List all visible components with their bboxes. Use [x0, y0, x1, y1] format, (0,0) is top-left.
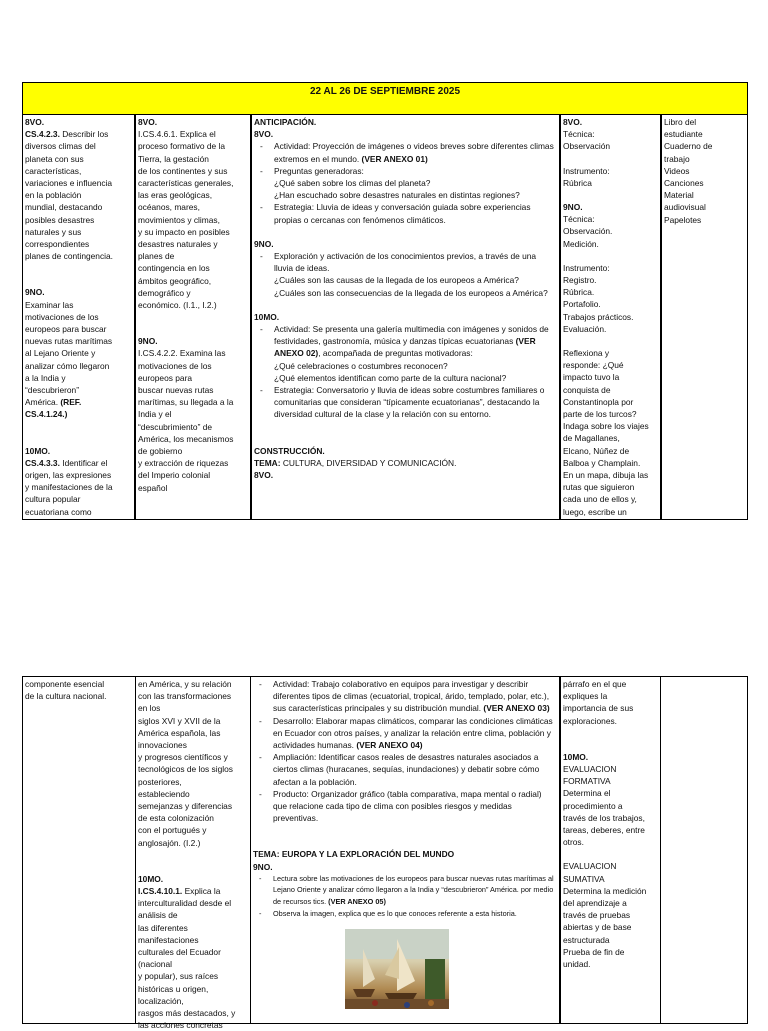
planning-table-page-1 [22, 82, 748, 520]
eval-8-instrument: Instrumento: Rúbrica [563, 165, 610, 188]
skill-10-text: CS.4.3.3. Identificar el origen, las expresiones y manifestaciones de la cultura popular ecuatoriana como [25, 457, 113, 517]
eval-summative: EVALUACION SUMATIVA Determina la medición del aprendizaje a través de pruebas abiertas y de base estructurada Prueba de fin de unidad. [563, 861, 647, 970]
figure [372, 1000, 378, 1006]
indicator-10-text: I.CS.4.10.1. Explica la interculturalidad desde el análisis de las diferentes manifestaciones culturales del Ecuador (nacional y popular), sus raíces históricas u origen, localización, rasgos más destacados, y las acciones concretas [138, 886, 236, 1031]
activity-item: - Actividad: Proyección de imágenes o videos breves sobre diferentes climas extremos en el mundo. (VER ANEXO 01) [254, 140, 557, 164]
grade-8-label: 8VO. [254, 470, 274, 481]
eval-9-grade: 9NO. [563, 202, 583, 213]
activity-item: - Estrategia: Lluvia de ideas y conversación guiada sobre experiencias propias o cercanas con fenómenos climáticos. [254, 201, 557, 225]
grade-9-label: 9NO. [254, 238, 274, 249]
activity-item: - Actividad: Se presenta una galería multimedia con imágenes y sonidos de festividades, gastronomía, música y danzas típicas ecuatorianas (VER ANEXO 02), acompañada de preguntas motivadoras: ¿Qué celebraciones o costumbres reconocen? ¿Qué elementos identifican como parte de la cultura nacional? [254, 323, 557, 384]
indicators-column [135, 115, 251, 520]
planning-table-page-2 [22, 676, 748, 1031]
skills-column [22, 115, 135, 520]
resources-column [661, 115, 748, 520]
grade-9-label: 9NO. [253, 861, 273, 872]
construction-heading: CONSTRUCCIÓN. [254, 445, 325, 456]
skill-9-text: Examinar las motivaciones de los europeos para buscar nuevas rutas marítimas al Lejano Oriente y analizar cómo llegaron a la India y “descubrieron” América. (REF. CS.4.1.24.) [25, 299, 113, 420]
evaluation-column [560, 115, 661, 520]
week-title-banner: 22 AL 26 DE SEPTIEMBRE 2025 [22, 82, 748, 115]
evaluation-column [560, 676, 661, 1024]
indicators-column [135, 676, 251, 1031]
eval-10-grade: 10MO. [563, 751, 589, 762]
eval-9-instrument: Instrumento: Registro. Rúbrica. Portafolio. Trabajos prácticos. Evaluación. [563, 262, 634, 334]
activity-item: - Actividad: Trabajo colaborativo en equipos para investigar y describir diferentes tipos de climas (ecuatorial, tropical, árido, templado, polar, etc.), sus características principales y su distribución mundial. (VER ANEXO 03) [253, 678, 557, 715]
resources-column [661, 676, 748, 1024]
activity-item: - Desarrollo: Elaborar mapas climáticos, comparar las condiciones climáticas en Ecuador con otros países, y analizar la relación entre clima, población y actividades humanas. (VER ANEXO 04) [253, 715, 557, 752]
topic-line: TEMA: EUROPA Y LA EXPLORACIÓN DEL MUNDO [253, 849, 455, 860]
activity-item: - Exploración y activación de los conocimientos previos, a través de una lluvia de ideas. ¿Cuáles son las causas de la llegada de los europeos a América? ¿Cuáles son las consecuencias de la llegada de los europeos a América? [254, 250, 557, 299]
activity-item: - Observa la imagen, explica que es lo que conoces referente a esta historia. [253, 908, 557, 920]
exploration-ships-painting [345, 929, 449, 1009]
figure [404, 1002, 410, 1008]
indicator-8-text: I.CS.4.6.1. Explica el proceso formativo de la Tierra, la gestación de los continentes y sus características generales, las eras geológicas, océanos, mares, movimientos y climas, y su impacto en posibles desastres naturales y planes de contingencia en los ámbitos geográfico, demográfico y económico. (I.1., I.2.) [138, 129, 234, 311]
activity-item: - Lectura sobre las motivaciones de los europeos para buscar nuevas rutas marítimas al Lejano Oriente y analizar cómo llegaron a la India y “descubrieron” América. por medio de recursos tics. (VER ANEXO 05) [253, 873, 557, 908]
grade-10-label: 10MO. [25, 445, 51, 456]
figure [428, 1000, 434, 1006]
grade-9-label: 9NO. [25, 287, 45, 298]
ships-illustration [345, 929, 449, 1009]
resources-list: Libro del estudiante Cuaderno de trabajo Videos Canciones Material audiovisual Papelotes [664, 117, 713, 225]
indicator-9-text: I.CS.4.2.2. Examina las motivaciones de los europeos para buscar nuevas rutas marítimas, su llegada a la India y el “descubrimiento” de América, los mecanismos de gobierno y extracción de riquezas del Imperio colonial español [138, 348, 234, 493]
grade-10-label: 10MO. [254, 311, 280, 322]
eval-formative: EVALUACION FORMATIVA Determina el procedimiento a través de los trabajos, tareas, deberes, entre otros. [563, 764, 645, 848]
anticipation-heading: ANTICIPACIÓN. [254, 117, 317, 127]
eval-9-task: Reflexiona y responde: ¿Qué impacto tuvo la conquista de Constantinopla por parte de los turcos? Indaga sobre los viajes de Magallanes, Elcano, Núñez de Balboa y Champlain. En un mapa, dibuja las rutas que siguieron cada uno de ellos y, luego, escribe un [563, 348, 649, 517]
indicator-9-grade: 9NO. [138, 336, 158, 347]
indicator-8-grade: 8VO. [138, 117, 158, 127]
grade-8-label: 8VO. [25, 117, 45, 127]
skills-column [22, 676, 135, 1024]
activity-item: - Preguntas generadoras: ¿Qué saben sobre los climas del planeta? ¿Han escuchado sobre desastres naturales en distintas regiones? [254, 165, 557, 202]
topic-line: TEMA: CULTURA, DIVERSIDAD Y COMUNICACIÓN. [254, 457, 457, 468]
eval-8-grade: 8VO. [563, 117, 583, 127]
ship-hull [353, 989, 375, 997]
indicator-9-continued: en América, y su relación con las transformaciones en los siglos XVI y XVII de la América española, las innovaciones y progresos científicos y tecnológicos de los siglos posteriores, estableciendo semejanzas y diferencias de esta colonización con el portugués y anglosajón. (I.2.) [138, 679, 233, 848]
activity-item: - Ampliación: Identificar casos reales de desastres naturales asociados a ciertos climas (huracanes, sequías, inundaciones) y debatir sobre cómo afectan a la población. [253, 751, 557, 788]
skill-10-continued: componente esencial de la cultura nacional. [25, 679, 107, 702]
eval-9-task-continued: párrafo en el que expliques la importancia de sus exploraciones. [563, 679, 634, 726]
eval-9-technique: Técnica: Observación. Medición. [563, 214, 613, 249]
skill-8-text: CS.4.2.3. Describir los diversos climas del planeta con sus características, variaciones e influencia en la población mundial, destacando posibles desastres naturales y sus correspondientes planes de contingencia. [25, 129, 114, 262]
activities-column [251, 676, 560, 1024]
activities-column [251, 115, 560, 520]
indicator-10-grade: 10MO. [138, 873, 164, 884]
grade-8-label: 8VO. [254, 129, 274, 140]
activity-item: - Producto: Organizador gráfico (tabla comparativa, mapa mental o radial) que relacione cada tipo de clima con posibles riesgos y medidas preventivas. [253, 788, 557, 825]
activity-item: - Estrategia: Conversatorio y lluvia de ideas sobre costumbres familiares o comunitarias que consideran “típicamente ecuatorianas”, destacando la diversidad cultural de la clase y la relación con su entorno. [254, 384, 557, 421]
eval-8-technique: Técnica: Observación [563, 129, 611, 152]
